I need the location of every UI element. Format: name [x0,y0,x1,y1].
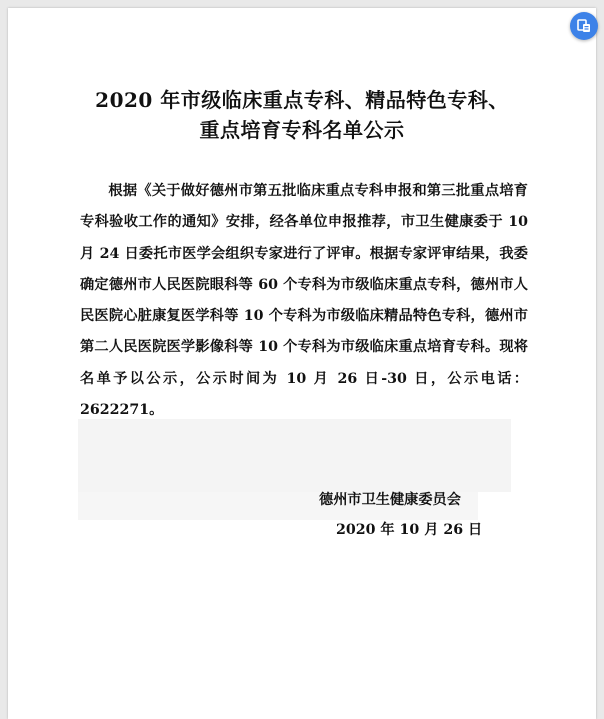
document-convert-icon [576,18,592,34]
document-title-line-1: 2020 年市级临床重点专科、精品特色专科、 [95,88,509,112]
redacted-area [78,419,511,492]
document-action-button[interactable] [570,12,598,40]
document-page [8,8,596,719]
notice-body-paragraph: 根据《关于做好德州市第五批临床重点专科申报和第三批重点培育专科验收工作的通知》安排，经各单位申报推荐，市卫生健康委于 10 月 24 日委托市医学会组织专家进行了评审。根据专家评审结果，我委确定德州市人民医院眼科等 60 个专科为市级临床重点专科，德州市人民医院心脏康复医学科等 10 个专科为市级临床精品特色专科，德州市第二人民医院医学影像科等 10 个专科为市级临床重点培育专科。现将名单予以公示，公示时间为 10 月 26 日-30 日，公示电话：2622271。 [80,183,528,419]
issuing-organization: 德州市卫生健康委员会 [319,492,461,508]
document-title-line-2: 重点培育专科名单公示 [199,118,405,142]
issue-date: 2020 年 10 月 26 日 [336,522,483,538]
